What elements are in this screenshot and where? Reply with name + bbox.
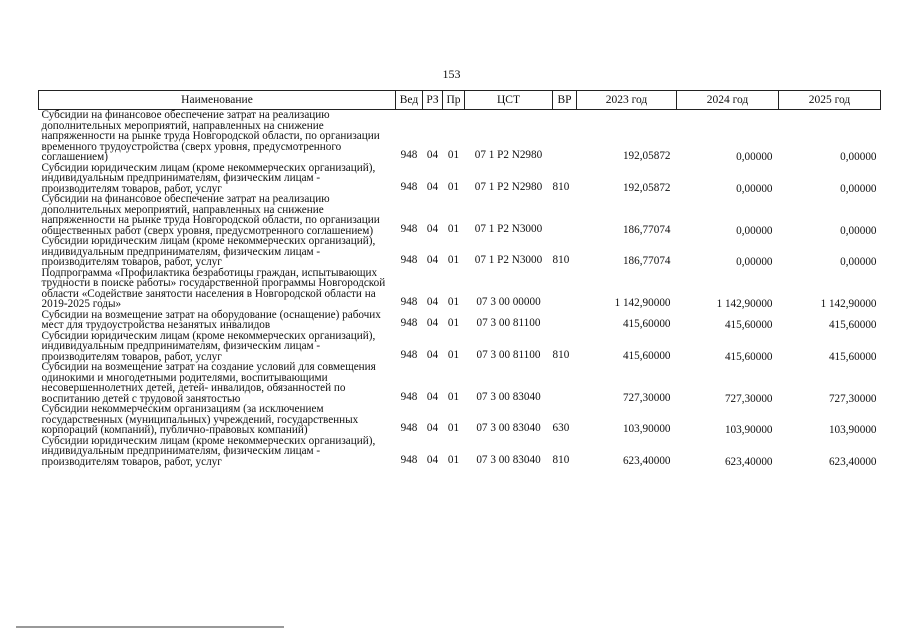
- cell-vr: 810: [552, 453, 570, 466]
- table-row: [39, 163, 881, 195]
- cell-y2024: 0,00000: [736, 256, 773, 268]
- cell-y2024: 1 142,90000: [716, 298, 773, 310]
- cell-ved: 948: [400, 180, 418, 193]
- cell-pr: 01: [447, 222, 460, 235]
- header-2025: 2025 год: [779, 91, 881, 110]
- cell-rz: 04: [426, 296, 439, 308]
- cell-y2025: 103,90000: [828, 424, 877, 436]
- cell-y2023: 103,90000: [622, 423, 671, 435]
- cell-y2024: 623,40000: [724, 455, 773, 468]
- cell-cst: 07 1 P2 N3000: [474, 254, 543, 266]
- cell-y2023: 186,77074: [622, 223, 671, 236]
- cell-y2024: 0,00000: [736, 182, 773, 195]
- cell-cst: 07 1 P2 N2980: [474, 149, 543, 161]
- cell-y2023: 1 142,90000: [614, 297, 671, 309]
- cell-pr: 01: [447, 149, 460, 161]
- header-ved: Вед: [396, 91, 423, 110]
- header-name: Наименование: [39, 91, 396, 110]
- cell-name: Субсидии на финансовое обеспечение затрат на реализацию дополнительных мероприятий, направленных на снижение напряженности на рынке труда Новгородской области, по организации общественных работ (сверх уровня, предусмотренного соглашением): [41, 193, 380, 237]
- cell-y2023: 192,05872: [622, 150, 671, 162]
- budget-table: [38, 90, 881, 467]
- cell-pr: 01: [447, 180, 460, 193]
- table-row: [39, 362, 881, 404]
- table-row: [39, 194, 881, 236]
- cell-cst: 07 1 P2 N2980: [474, 180, 543, 193]
- cell-y2025: 727,30000: [828, 392, 877, 405]
- cell-ved: 948: [400, 317, 418, 329]
- header-vr: ВР: [553, 91, 577, 110]
- table-row: [39, 436, 881, 468]
- cell-y2024: 727,30000: [724, 392, 773, 405]
- cell-vr: 630: [552, 422, 570, 434]
- cell-name: Субсидии юридическим лицам (кроме некоммерческих организаций), индивидуальным предпринимателям, физическим лицам - производителям товаров, работ, услуг: [41, 161, 376, 195]
- cell-rz: 04: [426, 390, 439, 403]
- cell-pr: 01: [447, 348, 460, 361]
- header-rz: РЗ: [423, 91, 443, 110]
- cell-vr: [553, 310, 577, 331]
- cell-vr: [553, 362, 577, 404]
- cell-name: Субсидии юридическим лицам (кроме некоммерческих организаций), индивидуальным предпринимателям, физическим лицам - производителям товаров, работ, услуг: [41, 235, 376, 268]
- cell-vr: 810: [552, 348, 570, 361]
- cell-y2023: 415,60000: [622, 318, 671, 330]
- cell-cst: 07 3 00 81100: [476, 317, 541, 329]
- cell-cst: 07 3 00 83040: [476, 390, 541, 403]
- cell-vr: [553, 110, 577, 163]
- cell-name: Подпрограмма «Профилактика безработицы граждан, испытывающих трудности в поиске работы» государственной программы Новгородской области «Содействие занятости населения в Новгородской области на 2019-2025 годы»: [41, 266, 386, 310]
- cell-y2023: 186,77074: [622, 255, 671, 267]
- cell-y2025: 415,60000: [828, 319, 877, 331]
- header-2024: 2024 год: [677, 91, 779, 110]
- cell-rz: 04: [426, 254, 439, 266]
- cell-ved: 948: [400, 453, 418, 466]
- cell-name: Субсидии юридическим лицам (кроме некоммерческих организаций), индивидуальным предпринимателям, физическим лицам - производителям товаров, работ, услуг: [41, 329, 376, 363]
- cell-pr: 01: [447, 254, 460, 266]
- cell-ved: 948: [400, 422, 418, 434]
- cell-y2024: 415,60000: [724, 319, 773, 331]
- cell-y2024: 415,60000: [724, 350, 773, 363]
- cell-rz: 04: [426, 149, 439, 161]
- cell-pr: 01: [447, 453, 460, 466]
- header-cst: ЦСТ: [465, 91, 553, 110]
- cell-y2025: 1 142,90000: [820, 298, 877, 310]
- cell-name: Субсидии некоммерческим организациям (за исключением государственных (муниципальных) учреждений, государственных корпораций (компаний), публично-правовых компаний): [41, 403, 359, 436]
- cell-rz: 04: [426, 222, 439, 235]
- cell-name: Субсидии на возмещение затрат на создание условий для совмещения одинокими и многодетными родителями, воспитывающими несовершеннолетних детей, детей- инвалидов, обязанностей по воспитанию детей с трудовой занятостью: [41, 361, 376, 405]
- bottom-rule: [16, 626, 284, 628]
- cell-rz: 04: [426, 453, 439, 466]
- cell-y2023: 192,05872: [622, 181, 671, 194]
- cell-y2023: 415,60000: [622, 349, 671, 362]
- cell-ved: 948: [400, 149, 418, 161]
- cell-y2025: 0,00000: [840, 256, 877, 268]
- table-row: [39, 110, 881, 163]
- cell-y2025: 0,00000: [840, 182, 877, 195]
- cell-rz: 04: [426, 422, 439, 434]
- cell-ved: 948: [400, 348, 418, 361]
- cell-cst: 07 1 P2 N3000: [474, 222, 543, 235]
- cell-y2024: 0,00000: [736, 224, 773, 237]
- table-row: [39, 268, 881, 310]
- cell-y2025: 623,40000: [828, 455, 877, 468]
- cell-ved: 948: [400, 296, 418, 308]
- table-row: [39, 331, 881, 363]
- cell-y2023: 727,30000: [622, 391, 671, 404]
- cell-pr: 01: [447, 296, 460, 308]
- cell-ved: 948: [400, 222, 418, 235]
- header-pr: Пр: [443, 91, 465, 110]
- cell-name: Субсидии юридическим лицам (кроме некоммерческих организаций), индивидуальным предпринимателям, физическим лицам - производителям товаров, работ, услуг: [41, 434, 376, 468]
- cell-name: Субсидии на возмещение затрат на оборудование (оснащение) рабочих мест для трудоустройства незанятых инвалидов: [41, 308, 381, 331]
- table-row: [39, 404, 881, 436]
- cell-y2025: 415,60000: [828, 350, 877, 363]
- cell-y2025: 0,00000: [840, 151, 877, 163]
- cell-y2025: 0,00000: [840, 224, 877, 237]
- cell-rz: 04: [426, 317, 439, 329]
- cell-cst: 07 3 00 83040: [476, 453, 541, 466]
- page-number: 153: [442, 67, 461, 81]
- cell-ved: 948: [400, 390, 418, 403]
- cell-cst: 07 3 00 83040: [476, 422, 541, 434]
- table-header-row: [39, 91, 881, 110]
- table-row: [39, 310, 881, 331]
- cell-y2023: 623,40000: [622, 454, 671, 467]
- cell-ved: 948: [400, 254, 418, 266]
- cell-pr: 01: [447, 422, 460, 434]
- cell-vr: 810: [552, 180, 570, 193]
- cell-rz: 04: [426, 180, 439, 193]
- header-2023: 2023 год: [577, 91, 677, 110]
- cell-y2024: 103,90000: [724, 424, 773, 436]
- cell-vr: [553, 194, 577, 236]
- cell-name: Субсидии на финансовое обеспечение затрат на реализацию дополнительных мероприятий, направленных на снижение напряженности на рынке труда Новгородской области, по организации временного трудоустройства (сверх уровня, предусмотренного соглашением): [41, 109, 380, 163]
- cell-pr: 01: [447, 390, 460, 403]
- cell-vr: 810: [552, 254, 570, 266]
- cell-rz: 04: [426, 348, 439, 361]
- cell-y2024: 0,00000: [736, 151, 773, 163]
- cell-cst: 07 3 00 81100: [476, 348, 541, 361]
- cell-cst: 07 3 00 00000: [476, 296, 541, 308]
- cell-pr: 01: [447, 317, 460, 329]
- table-row: [39, 236, 881, 268]
- cell-vr: [553, 268, 577, 310]
